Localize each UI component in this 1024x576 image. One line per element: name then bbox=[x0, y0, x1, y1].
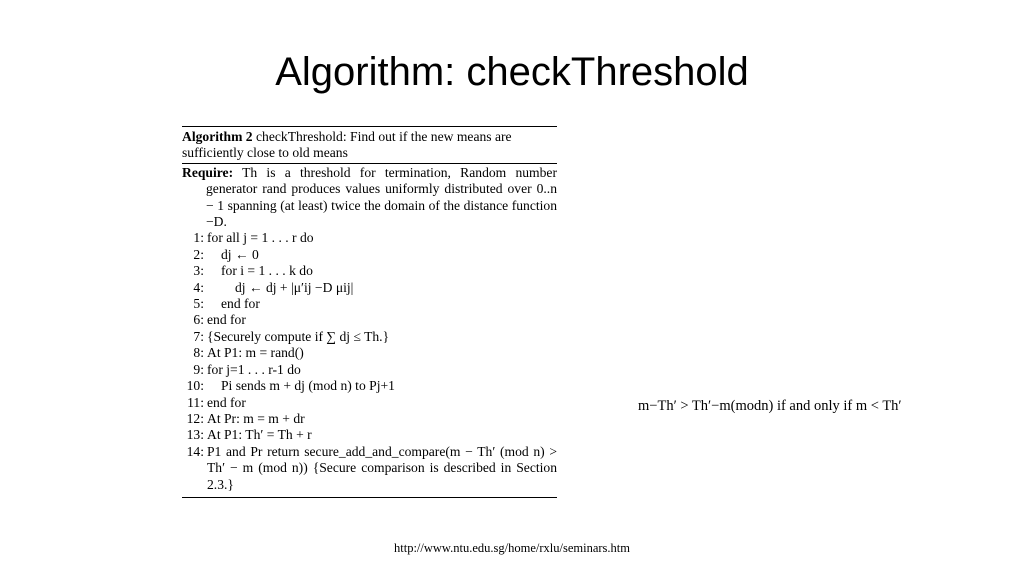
algo-line bbox=[182, 362, 557, 378]
line-number: 14: bbox=[186, 443, 204, 459]
line-text: dj ← dj + |μ′ij −D μij| bbox=[235, 279, 354, 295]
line-number: 7: bbox=[193, 328, 204, 344]
caption-label: Algorithm 2 bbox=[182, 129, 253, 144]
line-number: 3: bbox=[193, 263, 204, 279]
caption-text: checkThreshold: Find out if the new means are sufficiently close to old means bbox=[182, 129, 512, 161]
line-number: 5: bbox=[193, 296, 204, 312]
algo-line bbox=[182, 378, 557, 394]
line-number: 12: bbox=[186, 410, 204, 426]
algo-line bbox=[182, 247, 557, 263]
footer-url: http://www.ntu.edu.sg/home/rxlu/seminars.htm bbox=[394, 541, 630, 555]
algo-line bbox=[182, 427, 557, 443]
line-text: for j=1 . . . r-1 do bbox=[207, 361, 301, 377]
algo-line bbox=[182, 296, 557, 312]
algo-line bbox=[182, 395, 557, 411]
line-text: At P1: Th′ = Th + r bbox=[207, 427, 312, 443]
line-text: P1 and Pr return secure_add_and_compare(m − Th′ (mod n) > Th′ − m (mod n)) {Secure comparison is described in Section 2.3.} bbox=[207, 443, 557, 492]
algo-line bbox=[182, 444, 557, 493]
line-text: end for bbox=[221, 296, 260, 312]
algo-line bbox=[182, 263, 557, 279]
line-text: At P1: m = rand() bbox=[207, 345, 304, 361]
line-number: 1: bbox=[193, 230, 204, 246]
bottom-rule bbox=[182, 497, 557, 498]
line-text: end for bbox=[207, 312, 246, 328]
require-block bbox=[182, 164, 557, 231]
line-number: 9: bbox=[193, 361, 204, 377]
algorithm-box bbox=[182, 126, 557, 498]
algo-line bbox=[182, 411, 557, 427]
line-number: 4: bbox=[193, 279, 204, 295]
line-number: 8: bbox=[193, 345, 204, 361]
line-number: 6: bbox=[193, 312, 204, 328]
algo-line bbox=[182, 329, 557, 345]
line-text: end for bbox=[207, 394, 246, 410]
line-number: 11: bbox=[187, 394, 204, 410]
require-text: Th is a threshold for termination, Random number generator rand produces values uniformly distributed over 0..n − 1 spanning (at least) twice the domain of the distance function −D. bbox=[206, 164, 557, 230]
algorithm-caption bbox=[182, 127, 557, 163]
slide-title: Algorithm: checkThreshold bbox=[275, 50, 749, 94]
algo-line bbox=[182, 345, 557, 361]
require-label: Require: bbox=[182, 164, 234, 180]
algo-line bbox=[182, 312, 557, 328]
line-number: 13: bbox=[186, 427, 204, 443]
line-text: Pi sends m + dj (mod n) to Pj+1 bbox=[221, 378, 395, 394]
algo-line bbox=[182, 280, 557, 296]
line-text: for i = 1 . . . k do bbox=[221, 263, 313, 279]
equation: m−Th′ > Th′−m(modn) if and only if m < Th′ bbox=[638, 398, 902, 414]
line-number: 10: bbox=[186, 378, 204, 394]
line-text: dj ← 0 bbox=[221, 246, 259, 262]
line-text: for all j = 1 . . . r do bbox=[207, 230, 314, 246]
line-text: At Pr: m = m + dr bbox=[207, 410, 305, 426]
algo-line bbox=[182, 230, 557, 246]
line-number: 2: bbox=[193, 246, 204, 262]
line-text: {Securely compute if ∑ dj ≤ Th.} bbox=[207, 328, 390, 344]
